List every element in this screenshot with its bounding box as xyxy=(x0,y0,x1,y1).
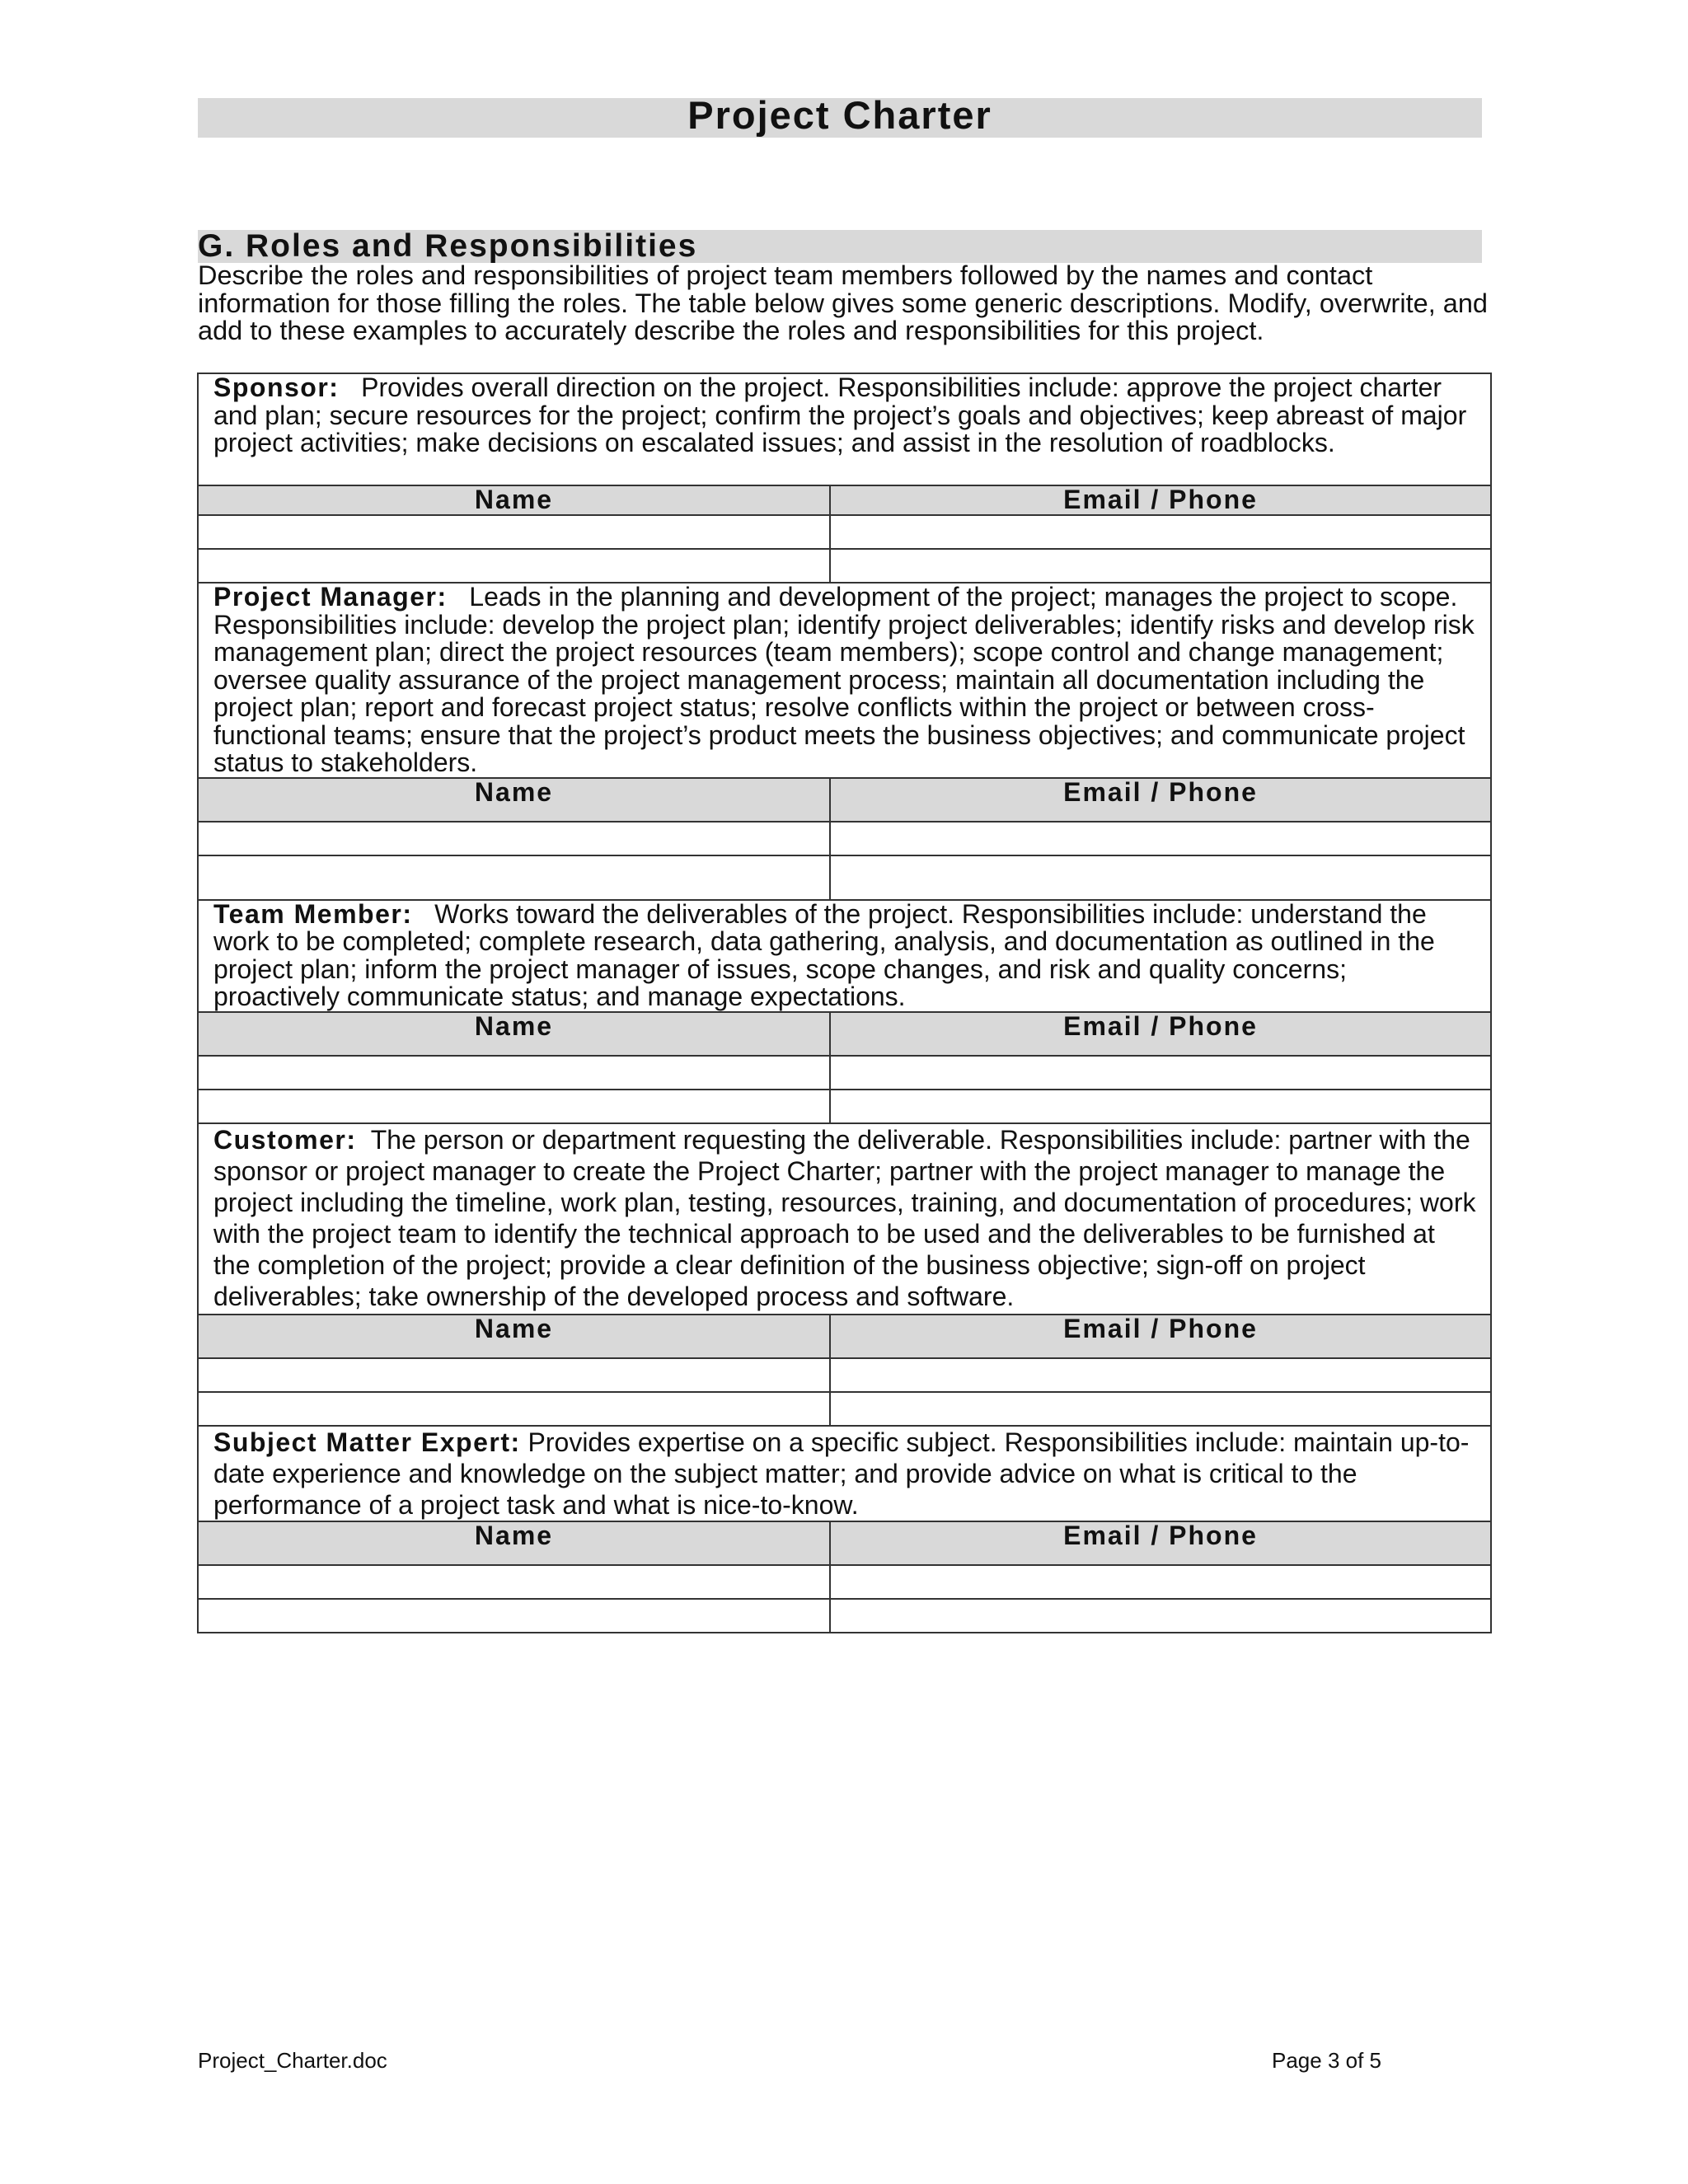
contact-row xyxy=(198,1599,1491,1633)
contact-column-header: Email / Phone xyxy=(830,1012,1491,1056)
name-column-header: Name xyxy=(198,1521,830,1565)
role-header-row xyxy=(198,778,1491,822)
email-phone-cell[interactable] xyxy=(830,822,1491,855)
contact-column-header: Email / Phone xyxy=(830,778,1491,822)
contact-row xyxy=(198,1056,1491,1090)
role-label: Customer: xyxy=(213,1124,357,1155)
name-cell[interactable] xyxy=(198,1599,830,1633)
role-label: Project Manager: xyxy=(213,582,448,612)
role-label: Subject Matter Expert: xyxy=(213,1427,521,1457)
contact-row xyxy=(198,855,1491,900)
role-description: Provides expertise on a specific subject. Responsibilities include: maintain up-to-date experience and knowledge on the subject matter; and provide advice on what is critical to the performance of a project task and what is nice-to-know. xyxy=(213,1427,1470,1520)
contact-column-header: Email / Phone xyxy=(830,485,1491,515)
role-header-row xyxy=(198,1315,1491,1358)
email-phone-cell[interactable] xyxy=(830,1358,1491,1392)
roles-table xyxy=(197,373,1492,1633)
role-header-row xyxy=(198,485,1491,515)
role-row-sponsor xyxy=(198,373,1491,485)
role-description: Provides overall direction on the project. Responsibilities include: approve the project charter and plan; secure resources for the project; confirm the project’s goals and objectives; keep abreast of major project activities; make decisions on escalated issues; and assist in the resolution of roadblocks. xyxy=(213,373,1467,457)
role-label: Sponsor: xyxy=(213,373,340,402)
email-phone-cell[interactable] xyxy=(830,515,1491,549)
contact-row xyxy=(198,1565,1491,1599)
role-row-subject-matter-expert xyxy=(198,1426,1491,1521)
contact-row xyxy=(198,1392,1491,1426)
contact-column-header: Email / Phone xyxy=(830,1315,1491,1358)
email-phone-cell[interactable] xyxy=(830,1392,1491,1426)
name-column-header: Name xyxy=(198,485,830,515)
role-description: Works toward the deliverables of the project. Responsibilities include: understand the work to be completed; complete research, data gathering, analysis, and documentation as outlined in the project plan; inform the project manager of issues, scope changes, and risk and quality concerns; proactively communicate status; and manage expectations. xyxy=(213,898,1435,1011)
contact-row xyxy=(198,515,1491,549)
section-heading-bar xyxy=(198,230,1482,263)
role-description-cell xyxy=(198,1123,1491,1315)
footer-page-number: Page 3 of 5 xyxy=(1272,2048,1381,2073)
role-description-cell xyxy=(198,900,1491,1012)
section-intro: Describe the roles and responsibilities of project team members followed by the names and contact information for those filling the roles. The table below gives some generic descriptions. Modify, overwrite, and add to these examples to accurately describe the roles and responsibilities for this project. xyxy=(198,260,1488,345)
role-description-cell xyxy=(198,583,1491,778)
email-phone-cell[interactable] xyxy=(830,549,1491,583)
contact-row xyxy=(198,1358,1491,1392)
name-cell[interactable] xyxy=(198,1090,830,1123)
email-phone-cell[interactable] xyxy=(830,1599,1491,1633)
name-column-header: Name xyxy=(198,1315,830,1358)
name-cell[interactable] xyxy=(198,1056,830,1090)
name-cell[interactable] xyxy=(198,822,830,855)
role-label: Team Member: xyxy=(213,898,413,929)
role-description: The person or department requesting the deliverable. Responsibilities include: partner with the sponsor or project manager to create the Project Charter; partner with the project manager to manage the project including the timeline, work plan, testing, resources, training, and documentation of procedures; work with the project team to identify the technical approach to be used and the deliverables to be furnished at the completion of the project; provide a clear definition of the business objective; sign-off on project deliverables; take ownership of the developed process and software. xyxy=(213,1124,1476,1311)
footer-filename: Project_Charter.doc xyxy=(198,2048,387,2073)
page-title: Project Charter xyxy=(687,93,992,137)
role-description: Leads in the planning and development of the project; manages the project to scope. Responsibilities include: develop the project plan; identify project deliverables; identify risks and develop risk management plan; direct the project resources (team members); scope control and change management; oversee quality assurance of the project management process; maintain all documentation including the project plan; report and forecast project status; resolve conflicts within the project or between cross-functional teams; ensure that the project’s product meets the business objectives; and communicate project status to stakeholders. xyxy=(213,582,1475,777)
name-cell[interactable] xyxy=(198,1565,830,1599)
name-cell[interactable] xyxy=(198,1358,830,1392)
name-cell[interactable] xyxy=(198,855,830,900)
email-phone-cell[interactable] xyxy=(830,1090,1491,1123)
role-header-row xyxy=(198,1012,1491,1056)
role-description-cell xyxy=(198,373,1491,485)
name-cell[interactable] xyxy=(198,515,830,549)
contact-column-header: Email / Phone xyxy=(830,1521,1491,1565)
role-description-cell xyxy=(198,1426,1491,1521)
name-column-header: Name xyxy=(198,778,830,822)
email-phone-cell[interactable] xyxy=(830,1565,1491,1599)
email-phone-cell[interactable] xyxy=(830,855,1491,900)
contact-row xyxy=(198,822,1491,855)
role-row-team-member xyxy=(198,900,1491,1012)
page-title-bar xyxy=(198,93,1482,138)
role-row-project-manager xyxy=(198,583,1491,778)
name-cell[interactable] xyxy=(198,1392,830,1426)
email-phone-cell[interactable] xyxy=(830,1056,1491,1090)
role-row-customer xyxy=(198,1123,1491,1315)
section-heading: G. Roles and Responsibilities xyxy=(198,228,698,264)
contact-row xyxy=(198,549,1491,583)
role-header-row xyxy=(198,1521,1491,1565)
name-column-header: Name xyxy=(198,1012,830,1056)
contact-row xyxy=(198,1090,1491,1123)
name-cell[interactable] xyxy=(198,549,830,583)
